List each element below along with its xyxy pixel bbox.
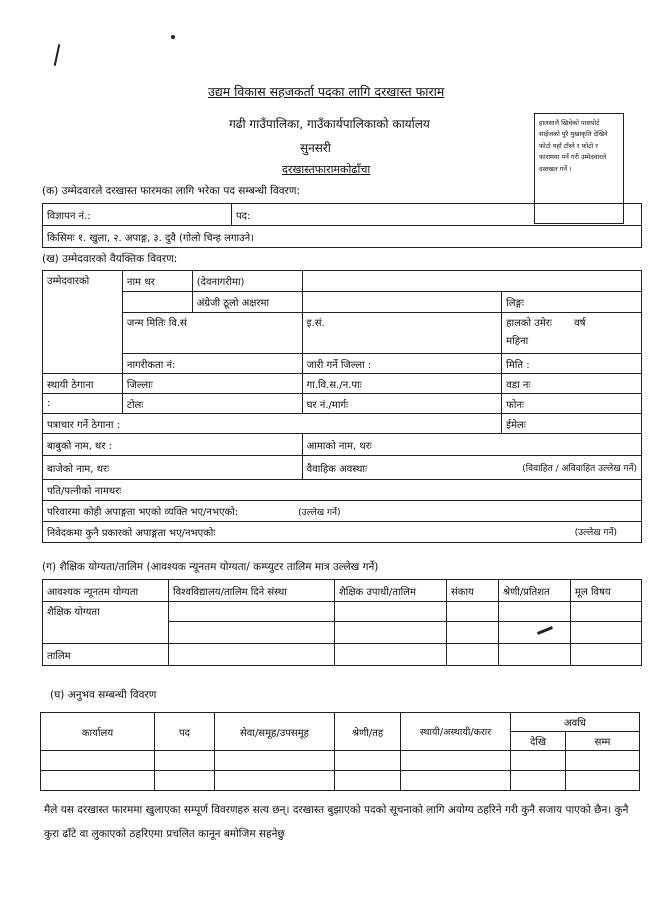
spouse-field[interactable]: पति/पत्नीको नामथरः xyxy=(43,480,642,501)
colon-label: : xyxy=(43,394,123,414)
exp-header-2: सेवा/समूह/उपसमूह xyxy=(215,713,335,751)
permanent-address-label: स्थायी ठेगाना xyxy=(43,374,123,394)
mention-note: (उल्लेख गर्ने) xyxy=(298,508,341,518)
edu-header-2: शैक्षिक उपाधी/तालिम xyxy=(335,580,447,602)
marital-note: (विवाहित / अविवाहित उल्लेख गर्ने) xyxy=(522,463,637,474)
marital-field[interactable] xyxy=(302,456,641,480)
edu-header-0: आवश्यक न्यूनतम योग्यता xyxy=(43,580,169,602)
exp-header-0: कार्यालय xyxy=(41,713,155,751)
grandfather-field[interactable]: बाजेको नाम, थरः xyxy=(43,456,303,480)
post-table xyxy=(42,203,642,248)
period-header: अवधि xyxy=(511,713,640,732)
month-label: महिना xyxy=(506,336,529,347)
self-disability-field[interactable] xyxy=(43,522,642,543)
pen-mark xyxy=(54,44,61,66)
from-header: देखि xyxy=(511,732,566,751)
family-disability-field[interactable] xyxy=(43,501,642,522)
form-title: उद्यम विकास सहजकर्ता पदका लागि दरखास्त फाराम xyxy=(208,84,445,99)
exp-header-4: स्थायी/अस्थायी/करार xyxy=(401,713,511,751)
advert-no-field[interactable]: विज्ञापन नं.: xyxy=(43,204,232,226)
mention-note-2: (उल्लेख गर्ने) xyxy=(574,528,617,538)
exp-header-1: पद xyxy=(155,713,215,751)
name-devanagari-field[interactable] xyxy=(302,271,641,292)
to-header: सम्म xyxy=(566,732,640,751)
marital-label: वैवाहिक अवस्थाः xyxy=(306,463,367,475)
age-label: हालको उमेरः xyxy=(506,318,552,329)
devanagari-label: (देवनागरीमा) xyxy=(192,271,302,292)
english-label: अंग्रेजी ठूलो अक्षरमा xyxy=(192,292,302,313)
education-table xyxy=(42,579,642,666)
section-gha-heading: (घ) अनुभव सम्बन्धी विवरण xyxy=(50,689,157,701)
form-code: दरखास्तफारामकोढाँचा xyxy=(282,163,371,176)
tole-field[interactable]: टोलः xyxy=(122,394,302,414)
edu-header-5: मूल विषय xyxy=(571,580,642,602)
name-english-field[interactable] xyxy=(302,292,502,313)
post-field[interactable]: पद: xyxy=(232,204,642,226)
father-field[interactable]: बाबुको नाम, थर : xyxy=(43,434,303,456)
dob-bs-field[interactable]: जन्म मितिः वि.सं xyxy=(122,313,302,354)
photo-box[interactable]: हालसालै खिचेको पासपोर्ट साईजको पुरै मुखाकृति देखिने फोटो यहाँ टाँस्ने र फोटो र फाराममा पर्ने गरी उम्मेदवारले दस्तखत गर्ने । xyxy=(534,113,624,224)
type-field[interactable]: किसिमः १. खुला, २. अपाङ्ग, ३. दुवै (गोलो चिन्ह लगाउने। xyxy=(43,226,642,248)
dot-mark xyxy=(171,35,175,39)
house-field[interactable]: घर नं./मार्गः xyxy=(302,394,502,414)
experience-table xyxy=(40,712,640,791)
district-name: सुनसरी xyxy=(300,141,331,155)
name-label: नाम थर xyxy=(122,271,192,292)
year-label: वर्ष xyxy=(574,318,586,329)
dob-ad-field[interactable]: इ.सं. xyxy=(302,313,502,354)
self-disability-label: निवेदकमा कुनै प्रकारको अपाङ्गता भए/नभएकोः xyxy=(47,528,216,539)
citizenship-field[interactable]: नागरीकता नं: xyxy=(122,354,302,374)
declaration-text: मैले यस दरखास्त फारममा खुलाएका सम्पूर्ण विवरणहरु सत्य छन्। दरखास्त बुझाएको पदको सूचनाको लागि अयोग्य ठहरिने गरी कुनै सजाय पाएको छैन। कुनै कुरा ढाँटे वा लुकाएको ठहरिएमा प्रचलित कानून बमोजिम सहनेछु xyxy=(44,804,629,840)
family-disability-label: परिवारमा कोही अपाङ्गता भएको व्यक्ति भए/नभएको: xyxy=(47,507,239,518)
edu-header-4: श्रेणी/प्रतिशत xyxy=(499,580,571,602)
issue-date-field[interactable]: मिति : xyxy=(502,354,642,374)
edu-header-1: विश्वविद्यालय/तालिम दिने संस्था xyxy=(169,580,335,602)
training-row-label: तालिम xyxy=(43,644,169,666)
mother-field[interactable]: आमाको नाम, थरः xyxy=(302,434,641,456)
ward-field[interactable]: वडा नः xyxy=(502,374,642,394)
vdc-field[interactable]: गा.वि.स./न.पाः xyxy=(302,374,502,394)
mailing-address-field[interactable]: पत्राचार गर्ने ठेगाना : xyxy=(43,414,502,434)
office-name: गढी गाउँपालिका, गाउँकार्यपालिकाको कार्यालय xyxy=(229,117,430,131)
section-ga-heading: (ग) शैक्षिक योग्यता/तालिम (आवश्यक न्यूनतम योग्यता/ कम्प्युटर तालिम मात्र उल्लेख गर्ने) xyxy=(42,561,379,573)
issued-district-field[interactable]: जारी गर्ने जिल्ला : xyxy=(302,354,502,374)
candidate-label: उम्मेदवारको xyxy=(43,271,123,374)
email-field[interactable]: ईमेलः xyxy=(502,414,642,434)
district-field[interactable]: जिल्लाः xyxy=(122,374,302,394)
section-ka-heading: (क) उम्मेदवारले दरखास्त फारमका लागि भरेका पद सम्बन्धी विवरण: xyxy=(42,185,300,197)
personal-table xyxy=(42,270,642,543)
education-row-label: शैक्षिक योग्यता xyxy=(43,602,169,644)
exp-header-3: श्रेणी/तह xyxy=(335,713,401,751)
gender-field[interactable]: लिङ्गः xyxy=(502,292,642,313)
section-kha-heading: (ख) उम्मेदवारको वैयक्तिक विवरण: xyxy=(42,253,178,265)
phone-field[interactable]: फोनः xyxy=(502,394,642,414)
edu-header-3: संकाय xyxy=(447,580,499,602)
age-field[interactable] xyxy=(502,313,642,354)
